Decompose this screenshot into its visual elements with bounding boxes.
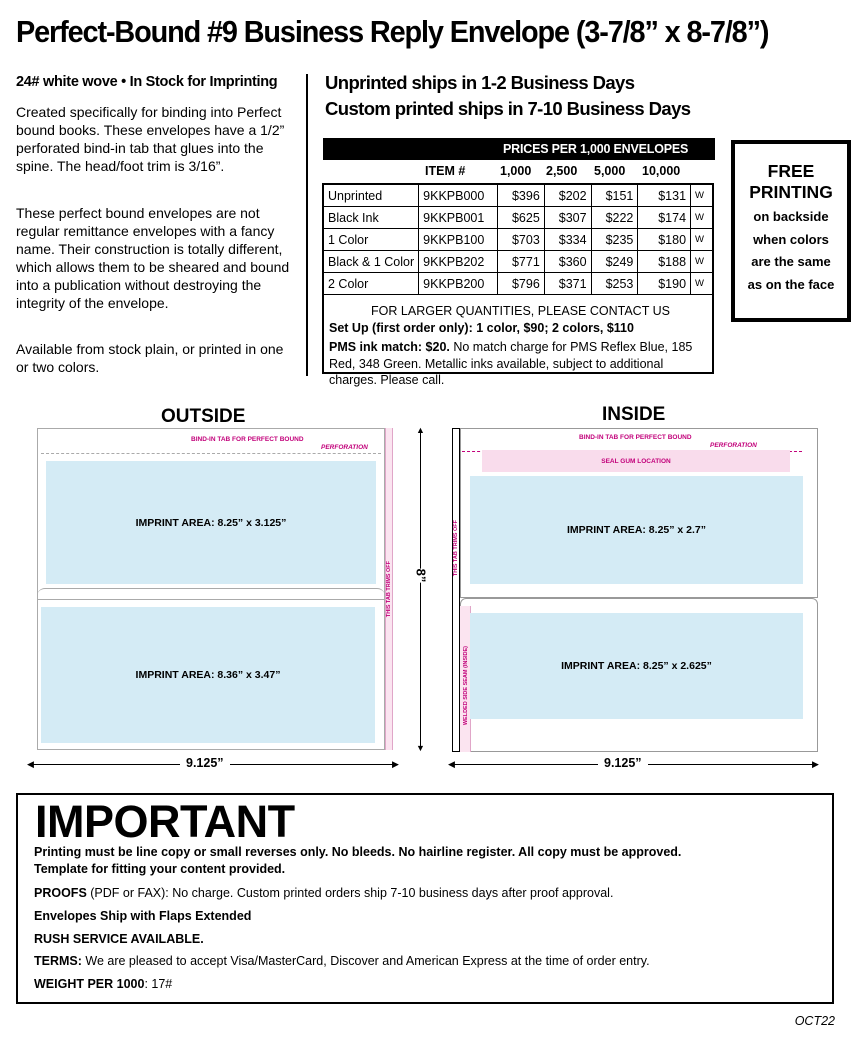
price-table-box: [322, 183, 714, 387]
price-cell: $202: [544, 185, 591, 207]
terms-label: TERMS:: [34, 954, 82, 968]
price-cell: $334: [544, 229, 591, 251]
price-cell: $796: [497, 273, 544, 295]
bind-tab-label: BIND-IN TAB FOR PERFECT BOUND: [191, 436, 304, 443]
paper-spec: 24# white wove • In Stock for Imprinting: [16, 74, 278, 90]
table-row: [324, 251, 712, 273]
rush-note: RUSH SERVICE AVAILABLE.: [34, 932, 204, 946]
flap-fold: [37, 588, 385, 600]
tab-trim-label: THIS TAB TRIMS OFF: [453, 520, 459, 577]
price-banner-text: PRICES PER 1,000 ENVELOPES: [503, 142, 689, 156]
stock-flag-cell: W: [691, 251, 712, 273]
free-printing-line: as on the face: [747, 276, 835, 292]
column-header: 2,500: [546, 164, 578, 178]
column-divider: [306, 74, 308, 376]
inside-spine: [452, 428, 460, 752]
imprint-area-bottom: IMPRINT AREA: 8.25” x 2.625”: [470, 613, 803, 719]
price-cell: $249: [591, 251, 638, 273]
column-header: 10,000: [642, 164, 681, 178]
product-name-cell: Black & 1 Color: [324, 251, 419, 273]
important-title: IMPORTANT: [35, 796, 295, 847]
important-note: Template for fitting your content provided.: [34, 862, 286, 876]
price-cell: $307: [544, 207, 591, 229]
outside-label: OUTSIDE: [161, 406, 246, 427]
price-cell: $188: [638, 251, 691, 273]
item-number-cell: 9KKPB202: [419, 251, 498, 273]
price-table: [324, 185, 712, 295]
column-header: 5,000: [594, 164, 626, 178]
important-box: [16, 793, 834, 1004]
price-cell: $180: [638, 229, 691, 251]
price-banner: [323, 138, 715, 160]
price-cell: $360: [544, 251, 591, 273]
free-printing-box: [731, 140, 851, 322]
description-paragraph: These perfect bound envelopes are not regular remittance envelopes with a fancy name. Their construction is totally different, which allows them to be sheared and bound into a publication without destroying the integrity of the envelope.: [16, 205, 290, 311]
perforation-label: PERFORATION: [321, 444, 368, 451]
shipping-unprinted: Unprinted ships in 1-2 Business Days: [325, 72, 635, 93]
flaps-note: Envelopes Ship with Flaps Extended: [34, 909, 252, 923]
bind-tab-label: BIND-IN TAB FOR PERFECT BOUND: [579, 434, 692, 441]
table-row: [324, 207, 712, 229]
outside-diagram: [37, 428, 400, 750]
table-row: [324, 185, 712, 207]
imprint-area-top: IMPRINT AREA: 8.25” x 2.7”: [470, 476, 803, 584]
setup-note: Set Up (first order only): 1 color, $90; 2 colors, $110: [329, 320, 634, 335]
free-printing-title: FREE PRINTING: [749, 161, 833, 202]
item-number-cell: 9KKPB000: [419, 185, 498, 207]
stock-flag-cell: W: [691, 207, 712, 229]
arrow-down-icon: ▼: [416, 743, 425, 753]
product-name-cell: Unprinted: [324, 185, 419, 207]
proofs-note: [34, 886, 613, 900]
description-paragraph: Created specifically for binding into Perfect bound books. These envelopes have a 1/2” perforated bind-in tab that glues into the spine. The head/foot trim is 3/16”.: [16, 104, 285, 174]
free-printing-line: are the same: [751, 254, 831, 269]
stock-flag-cell: W: [691, 185, 712, 207]
price-cell: $771: [497, 251, 544, 273]
arrow-left-icon: ◀: [448, 759, 455, 769]
price-cell: $190: [638, 273, 691, 295]
perforation-label: PERFORATION: [710, 442, 757, 449]
price-cell: $625: [497, 207, 544, 229]
perforation-line: [41, 453, 381, 454]
item-number-cell: 9KKPB200: [419, 273, 498, 295]
column-header: 1,000: [500, 164, 532, 178]
seal-gum-area: [482, 450, 790, 472]
pms-label: PMS ink match: $20.: [329, 340, 450, 354]
item-number-cell: 9KKPB100: [419, 229, 498, 251]
price-cell: $253: [591, 273, 638, 295]
seal-gum-label: SEAL GUM LOCATION: [601, 457, 671, 465]
proofs-label: PROOFS: [34, 886, 87, 900]
stock-flag-cell: W: [691, 229, 712, 251]
column-header: ITEM #: [425, 164, 466, 178]
table-row: [324, 229, 712, 251]
pms-note: [324, 339, 712, 389]
price-cell: $235: [591, 229, 638, 251]
price-cell: $151: [591, 185, 638, 207]
arrow-up-icon: ▲: [416, 425, 425, 435]
table-row: [324, 273, 712, 295]
product-name-cell: 1 Color: [324, 229, 419, 251]
price-cell: $371: [544, 273, 591, 295]
arrow-left-icon: ◀: [27, 759, 34, 769]
height-dimension-line: [420, 430, 421, 748]
terms-text: We are pleased to accept Visa/MasterCard, Discover and American Express at the time of order entry.: [81, 954, 650, 968]
stock-flag-cell: W: [691, 273, 712, 295]
larger-quantities-note: FOR LARGER QUANTITIES, PLEASE CONTACT US: [371, 304, 670, 318]
page-title: Perfect-Bound #9 Business Reply Envelope (3-7/8” x 8-7/8”): [16, 14, 769, 49]
proofs-text: (PDF or FAX): No charge. Custom printed orders ship 7-10 business days after proof approval.: [86, 886, 614, 900]
product-name-cell: 2 Color: [324, 273, 419, 295]
arrow-right-icon: ▶: [812, 759, 819, 769]
item-number-cell: 9KKPB001: [419, 207, 498, 229]
arrow-right-icon: ▶: [392, 759, 399, 769]
side-seam-label: WELDED SIDE SEAM (INSIDE): [463, 646, 469, 726]
shipping-custom: Custom printed ships in 7-10 Business Days: [325, 98, 691, 119]
imprint-area-bottom: IMPRINT AREA: 8.36” x 3.47”: [41, 607, 375, 743]
price-cell: $174: [638, 207, 691, 229]
price-cell: $131: [638, 185, 691, 207]
width-dimension: 9.125”: [598, 756, 648, 770]
price-notes: [324, 303, 712, 389]
price-cell: $703: [497, 229, 544, 251]
free-printing-line: when colors: [753, 231, 829, 247]
footer-code: OCT22: [794, 1014, 835, 1028]
description-paragraph: Available from stock plain, or printed in one or two colors.: [16, 341, 284, 375]
inside-diagram: [452, 428, 818, 752]
width-dimension: 9.125”: [180, 756, 230, 770]
pms-text: No match charge for PMS Reflex Blue, 185 Red, 348 Green. Metallic inks available, subject to additional charges. Please call.: [329, 340, 693, 387]
height-dimension: 8”: [413, 568, 429, 583]
tab-trim-label: THIS TAB TRIMS OFF: [386, 561, 392, 618]
imprint-area-top: IMPRINT AREA: 8.25” x 3.125”: [46, 461, 376, 584]
important-note: Printing must be line copy or small reverses only. No bleeds. No hairline register. All copy must be approved.: [34, 845, 682, 859]
weight-text: : 17#: [144, 977, 173, 991]
terms-note: [34, 954, 650, 968]
product-name-cell: Black Ink: [324, 207, 419, 229]
inside-label: INSIDE: [602, 404, 666, 425]
free-printing-line: on backside: [753, 209, 829, 224]
price-cell: $222: [591, 207, 638, 229]
weight-note: [34, 977, 172, 991]
price-cell: $396: [497, 185, 544, 207]
weight-label: WEIGHT PER 1000: [34, 977, 145, 991]
